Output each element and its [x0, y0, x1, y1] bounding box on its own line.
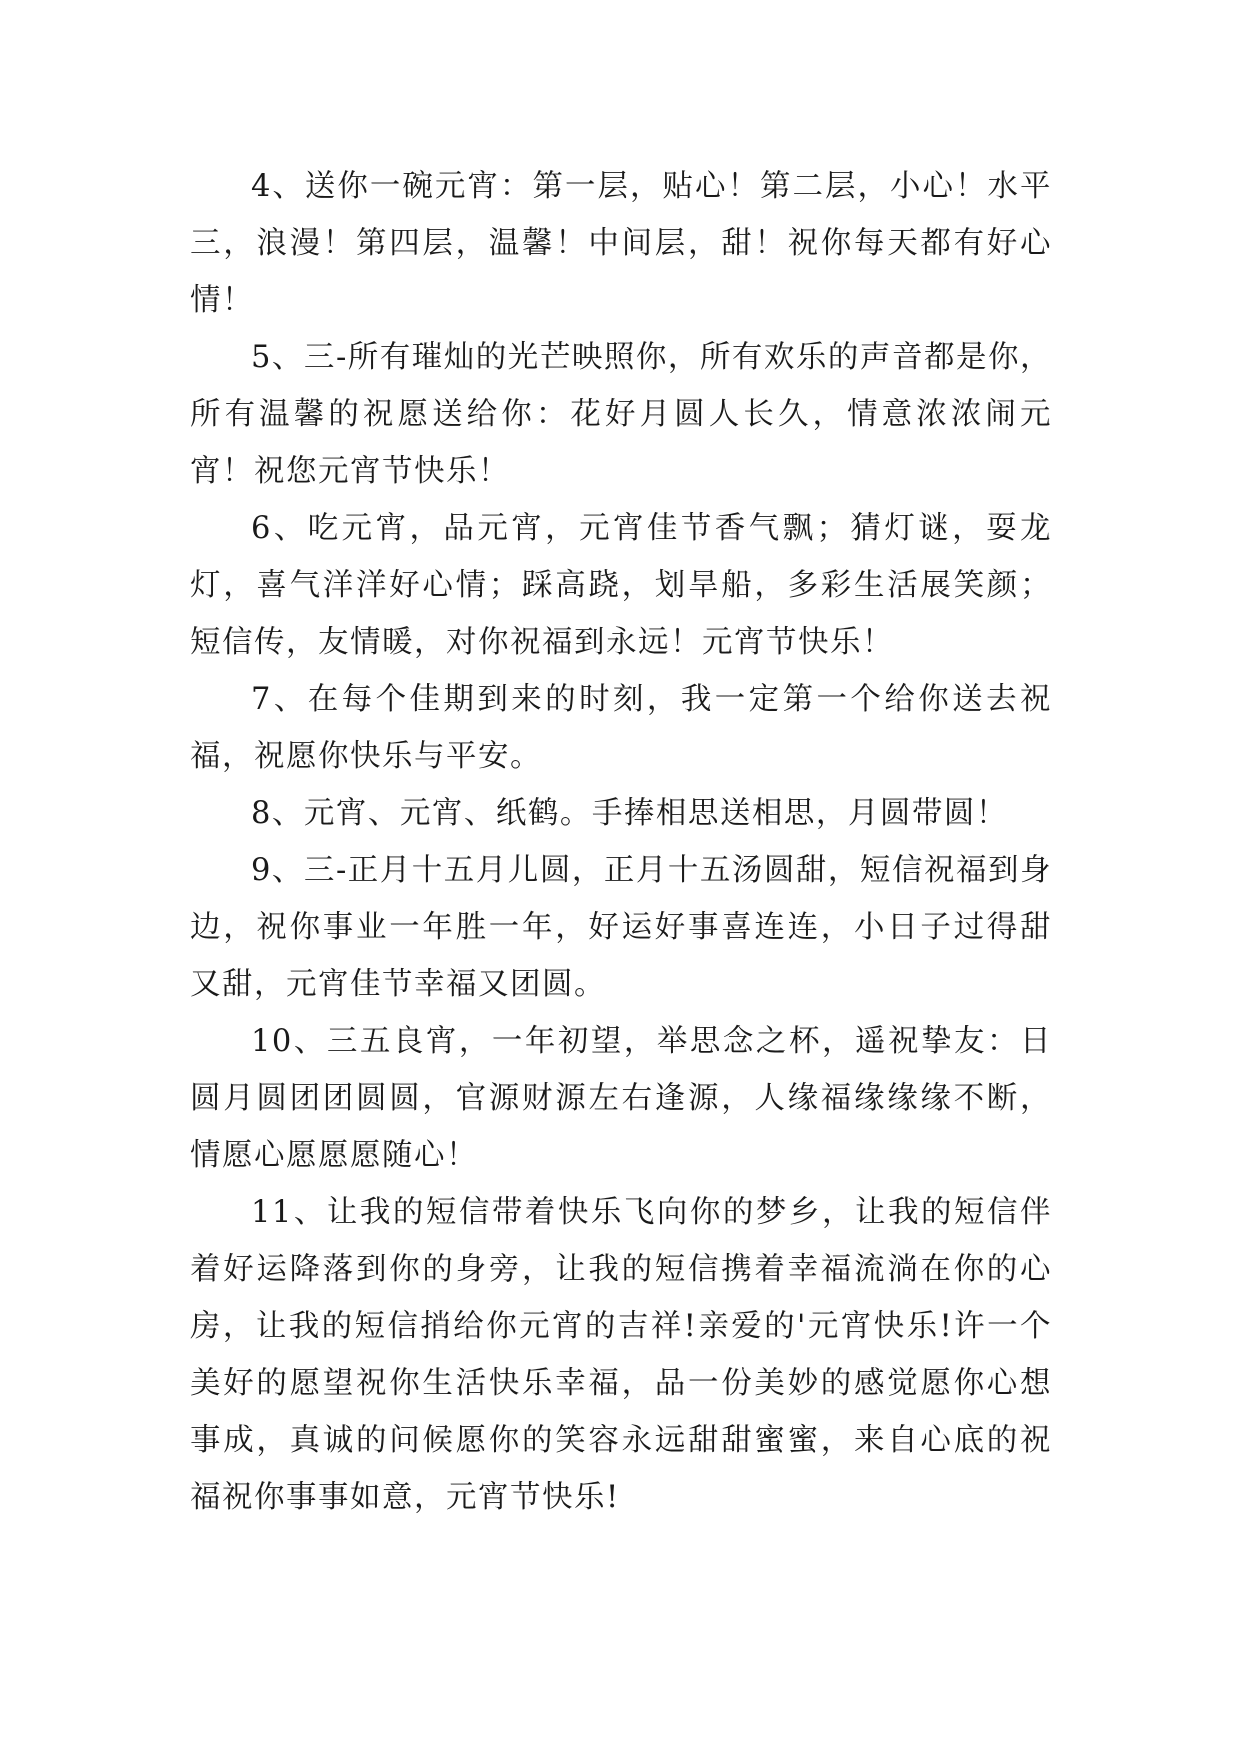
paragraph-8: 8、元宵、元宵、纸鹤。手捧相思送相思，月圆带圆！	[251, 796, 1008, 831]
paragraph-5: 5、三-所有璀灿的光芒映照你，所有欢乐的声音都是你，所有温馨的祝愿送给你：花好月圆人长久，情意浓浓闹元宵！祝您元宵节快乐！	[190, 340, 1052, 489]
paragraph-10: 10、三五良宵，一年初望，举思念之杯，遥祝挚友：日圆月圆团团圆圆，官源财源左右逢源，人缘福缘缘缘不断，情愿心愿愿愿随心！	[190, 1024, 1052, 1173]
document-body	[190, 158, 1052, 1526]
paragraph-4: 4、送你一碗元宵：第一层，贴心！第二层，小心！水平三，浪漫！第四层，温馨！中间层，甜！祝你每天都有好心情！	[190, 169, 1052, 318]
paragraph-6: 6、吃元宵，品元宵，元宵佳节香气飘；猜灯谜，耍龙灯，喜气洋洋好心情；踩高跷，划旱船，多彩生活展笑颜；短信传，友情暖，对你祝福到永远！元宵节快乐！	[190, 511, 1052, 660]
paragraph-9: 9、三-正月十五月儿圆，正月十五汤圆甜，短信祝福到身边，祝你事业一年胜一年，好运好事喜连连，小日子过得甜又甜，元宵佳节幸福又团圆。	[190, 853, 1052, 1002]
paragraph-7: 7、在每个佳期到来的时刻，我一定第一个给你送去祝福，祝愿你快乐与平安。	[190, 682, 1052, 774]
paragraph-11: 11、让我的短信带着快乐飞向你的梦乡，让我的短信伴着好运降落到你的身旁，让我的短信携着幸福流淌在你的心房，让我的短信捎给你元宵的吉祥!亲爱的'元宵快乐!许一个美好的愿望祝你生活快乐幸福，品一份美妙的感觉愿你心想事成，真诚的问候愿你的笑容永远甜甜蜜蜜，来自心底的祝福祝你事事如意，元宵节快乐!	[190, 1195, 1052, 1515]
